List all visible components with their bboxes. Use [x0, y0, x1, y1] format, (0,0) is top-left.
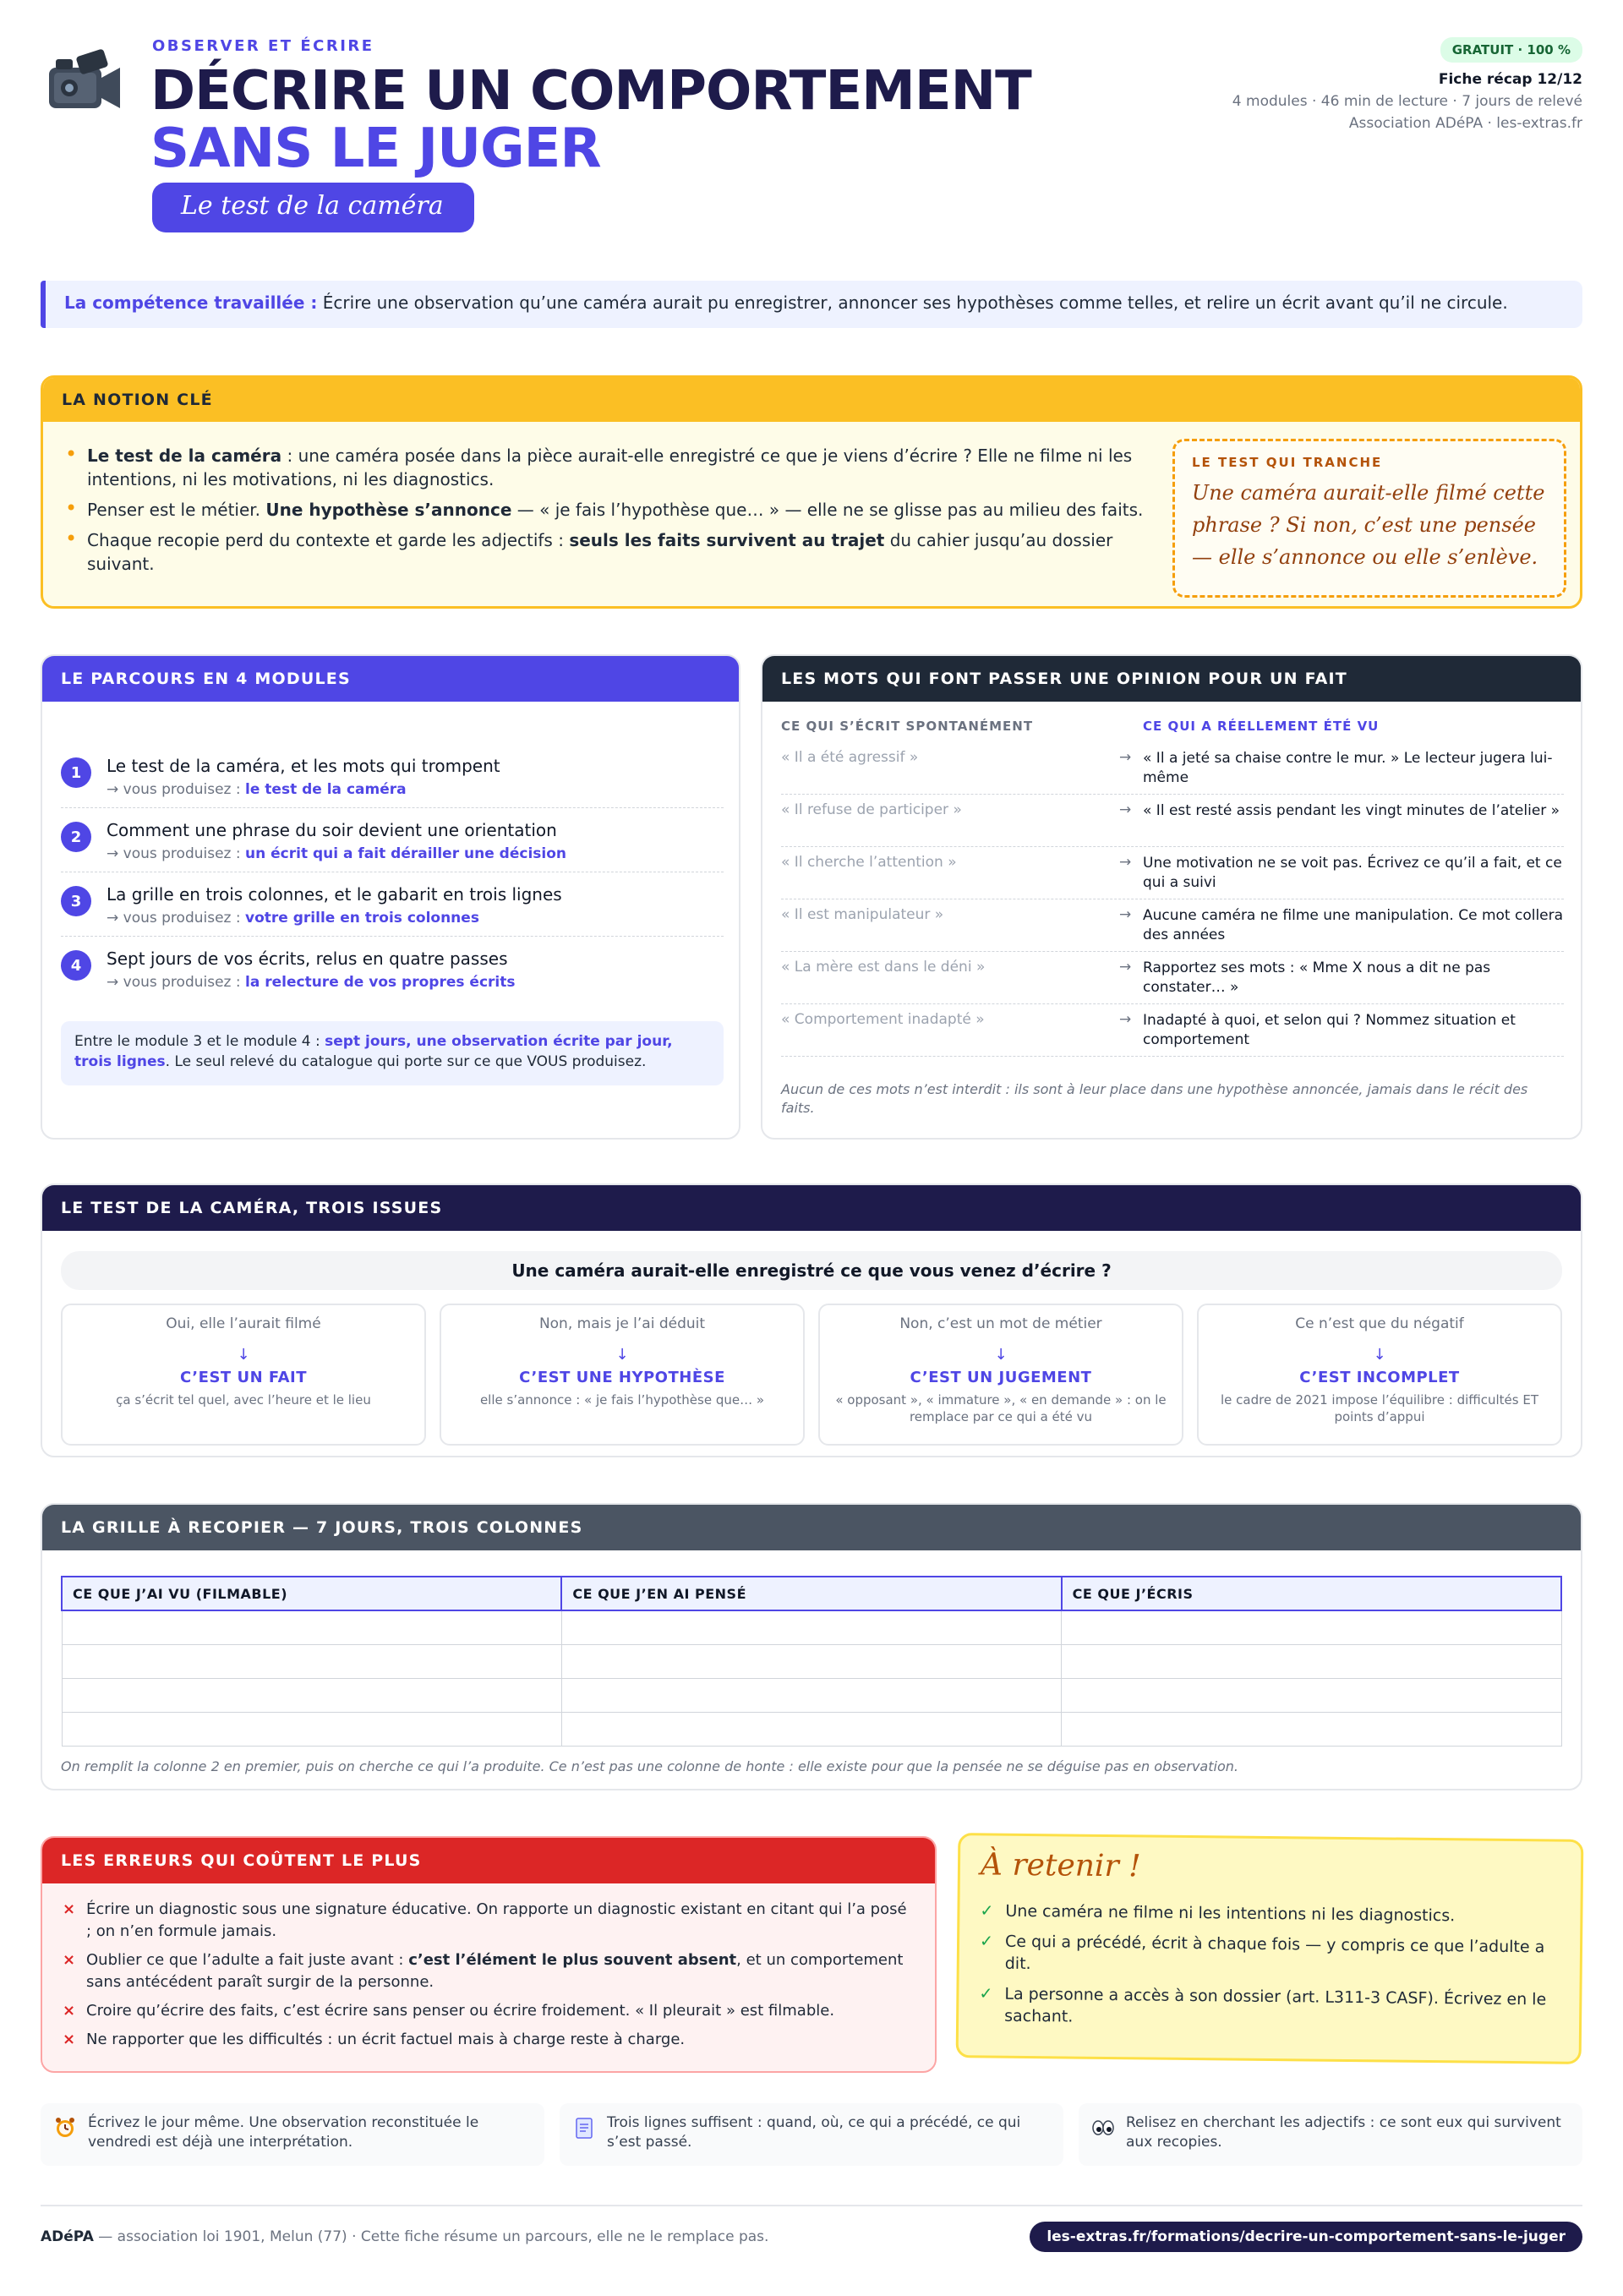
erreur-item: × Croire qu’écrire des faits, c’est écrire sans penser ou écrire froidement. « Il pleurait » est filmable. [63, 2000, 916, 2022]
camera-test-card [41, 1184, 1582, 1457]
free-badge: GRATUIT · 100 % [1440, 37, 1582, 63]
issue-box [61, 1304, 426, 1446]
mots-row [781, 1004, 1564, 1057]
module-item [61, 872, 724, 937]
erreur-item: × Ne rapporter que les difficultés : un écrit factuel mais à charge reste à charge. [63, 2029, 916, 2051]
competence-label: La compétence travaillée : [64, 292, 318, 313]
notion-list [65, 444, 1156, 582]
header [41, 30, 1582, 250]
grille-cell[interactable] [561, 1678, 1061, 1712]
mots-row [781, 742, 1564, 795]
grille-row [62, 1644, 1561, 1678]
eyes-icon [1090, 2115, 1116, 2140]
parcours-card [41, 654, 740, 1140]
grille-cell[interactable] [62, 1678, 561, 1712]
module-item [61, 937, 724, 1001]
word-observed: « Il est resté assis pendant les vingt minutes de l’atelier » [1143, 802, 1560, 819]
grille-cell[interactable] [62, 1712, 561, 1746]
arrow-icon: → [1119, 854, 1132, 871]
grille-cell[interactable] [1062, 1610, 1561, 1644]
header-meta [1232, 37, 1582, 132]
issue-verdict: C’EST INCOMPLET [1299, 1369, 1460, 1386]
grille-col-header: CE QUE J’AI VU (FILMABLE) [62, 1577, 561, 1610]
arrow-icon: → [1119, 959, 1132, 976]
retenir-item: ✓ La personne a accès à son dossier (art. L311-3 CASF). Écrivez en le sachant. [979, 1984, 1547, 2026]
notepad-icon [571, 2115, 597, 2140]
grille-cell[interactable] [1062, 1712, 1561, 1746]
grille-cell[interactable] [561, 1644, 1061, 1678]
grille-card [41, 1503, 1582, 1790]
word-spontaneous: « La mère est dans le déni » [781, 959, 986, 976]
mots-card [761, 654, 1582, 1140]
issue-box [818, 1304, 1183, 1446]
issue-box [440, 1304, 805, 1446]
notion-item: • Le test de la caméra : une caméra posée dans la pièce aurait-elle enregistré ce que je viens d’écrire ? Elle ne filme ni les intentions, ni les motivations, ni les diagnostics. [65, 444, 1156, 491]
arrow-down-icon: ↓ [994, 1346, 1008, 1364]
tranche-box [1172, 439, 1566, 598]
footer-text: ADéPA — association loi 1901, Melun (77) · Cette fiche résume un parcours, elle ne le remplace pas. [41, 2228, 769, 2245]
issue-head: Oui, elle l’aurait filmé [166, 1315, 321, 1332]
page-title-line-1: DÉCRIRE UN COMPORTEMENT [150, 60, 1031, 123]
entre-modules-note: Entre le module 3 et le module 4 : sept jours, une observation écrite par jour, trois lignes. Le seul relevé du catalogue qui porte sur ce que VOUS produisez. [61, 1021, 724, 1085]
grille-cell[interactable] [1062, 1644, 1561, 1678]
issue-verdict: C’EST UNE HYPOTHÈSE [519, 1369, 725, 1386]
grille-footnote: On remplit la colonne 2 en premier, puis on cherche ce qui l’a produite. Ce n’est pas une colonne de honte : elle existe pour que la pensée ne se déguise pas en observation. [61, 1758, 1238, 1774]
page [41, 30, 1582, 2245]
arrow-down-icon: ↓ [237, 1346, 250, 1364]
module-title: Sept jours de vos écrits, relus en quatre passes [107, 948, 508, 969]
arrow-icon: → [1119, 906, 1132, 923]
fiche-number: Fiche récap 12/12 [1438, 71, 1582, 88]
notion-item: • Penser est le métier. Une hypothèse s’annonce — « je fais l’hypothèse que… » — elle ne se glisse pas au milieu des faits. [65, 498, 1156, 522]
retenir-note [956, 1833, 1584, 2064]
notion-item: • Chaque recopie perd du contexte et garde les adjectifs : seuls les faits survivent au trajet du cahier jusqu’au dossier suivant. [65, 528, 1156, 576]
retenir-heading: À retenir ! [980, 1847, 1141, 1884]
issue-verdict: C’EST UN FAIT [179, 1369, 308, 1386]
check-icon: ✓ [979, 1984, 993, 2004]
mots-footnote: Aucun de ces mots n’est interdit : ils sont à leur place dans une hypothèse annoncée, jamais dans le récit des faits. [781, 1081, 1528, 1116]
grille-col-header: CE QUE J’ÉCRIS [1062, 1577, 1561, 1610]
grille-cell[interactable] [561, 1610, 1061, 1644]
issue-head: Non, c’est un mot de métier [899, 1315, 1102, 1332]
mots-row [781, 899, 1564, 952]
mots-row [781, 847, 1564, 899]
cross-icon: × [63, 2031, 76, 2048]
tip-text: Trois lignes suffisent : quand, où, ce qui a précédé, ce qui s’est passé. [607, 2114, 1021, 2151]
word-spontaneous: « Comportement inadapté » [781, 1011, 985, 1028]
footer-url-link[interactable]: les-extras.fr/formations/decrire-un-comportement-sans-le-juger [1030, 2222, 1582, 2252]
check-icon: ✓ [979, 1932, 994, 1951]
retenir-item: ✓ Ce qui a précédé, écrit à chaque fois — y compris ce que l’adulte a dit. [979, 1932, 1545, 1974]
module-item [61, 808, 724, 872]
issue-head: Ce n’est que du négatif [1295, 1315, 1464, 1332]
module-number: 1 [61, 757, 91, 788]
cross-icon: × [63, 1900, 76, 1918]
issue-head: Non, mais je l’ai déduit [538, 1315, 706, 1332]
issue-desc: elle s’annonce : « je fais l’hypothèse que… » [479, 1392, 765, 1408]
issue-desc: le cadre de 2021 impose l’équilibre : difficultés ET points d’appui [1220, 1392, 1539, 1424]
footer [41, 2205, 1582, 2264]
module-number: 4 [61, 950, 91, 981]
retenir-item: ✓ Une caméra ne filme ni les intentions ni les diagnostics. [980, 1901, 1456, 1926]
module-output: → vous produisez : un écrit qui a fait dérailler une décision [107, 845, 567, 862]
module-item [61, 744, 724, 808]
retenir-list [979, 1900, 1564, 2041]
word-spontaneous: « Il a été agressif » [781, 749, 919, 766]
arrow-icon: → [1119, 801, 1132, 818]
tip-box [560, 2103, 1063, 2166]
word-spontaneous: « Il cherche l’attention » [781, 854, 957, 871]
page-title-line-2: SANS LE JUGER [150, 118, 601, 180]
grille-row [62, 1610, 1561, 1644]
notion-card [41, 375, 1582, 609]
grille-header-row [62, 1577, 1561, 1610]
meta-line-2: Association ADéPA · les-extras.fr [1348, 115, 1582, 132]
mots-heading: LES MOTS QUI FONT PASSER UNE OPINION POUR UN FAIT [762, 656, 1581, 702]
word-observed: Inadapté à quoi, et selon qui ? Nommez situation et comportement [1143, 1012, 1516, 1048]
tranche-title: LE TEST QUI TRANCHE [1192, 455, 1383, 470]
grille-cell[interactable] [62, 1610, 561, 1644]
subtitle-pill: Le test de la caméra [152, 183, 474, 232]
arrow-icon: → [1119, 1011, 1132, 1028]
module-number: 3 [61, 886, 91, 916]
mots-col-left: CE QUI S’ÉCRIT SPONTANÉMENT [781, 719, 1034, 734]
module-title: Comment une phrase du soir devient une orientation [107, 820, 557, 840]
meta-line-1: 4 modules · 46 min de lecture · 7 jours de relevé [1232, 93, 1582, 110]
check-icon: ✓ [980, 1901, 994, 1921]
parcours-heading: LE PARCOURS EN 4 MODULES [42, 656, 739, 702]
erreurs-list [63, 1899, 916, 2058]
grille-heading: LA GRILLE À RECOPIER — 7 JOURS, TROIS COLONNES [42, 1505, 1581, 1550]
video-camera-icon [44, 42, 125, 123]
word-observed: Une motivation ne se voit pas. Écrivez ce qu’il a fait, et ce qui a suivi [1143, 855, 1562, 891]
camera-heading: LE TEST DE LA CAMÉRA, TROIS ISSUES [42, 1185, 1581, 1231]
mots-row [781, 795, 1564, 847]
tip-text: Relisez en cherchant les adjectifs : ce sont eux qui survivent aux recopies. [1126, 2114, 1561, 2151]
grille-cell[interactable] [561, 1712, 1061, 1746]
cross-icon: × [63, 2002, 76, 2020]
issue-desc: « opposant », « immature », « en demande » : on le remplace par ce qui a été vu [835, 1392, 1167, 1424]
cross-icon: × [63, 1951, 76, 1969]
competence-text: Écrire une observation qu’une caméra aurait pu enregistrer, annoncer ses hypothèses comme telles, et relire un écrit avant qu’il ne circule. [317, 292, 1508, 313]
grille-cell[interactable] [62, 1644, 561, 1678]
tip-box [1079, 2103, 1582, 2166]
competence-bar [41, 281, 1582, 328]
grille-cell[interactable] [1062, 1678, 1561, 1712]
footer-org: ADéPA [41, 2228, 94, 2245]
erreur-item: × Oublier ce que l’adulte a fait juste avant : c’est l’élément le plus souvent absent, et un comportement sans antécédent paraît surgir de la personne. [63, 1951, 904, 1991]
tranche-quote: Une caméra aurait-elle filmé cette phrase ? Si non, c’est une pensée — elle s’annonce ou elle s’enlève. [1192, 481, 1545, 569]
arrow-down-icon: ↓ [615, 1346, 629, 1364]
issue-verdict: C’EST UN JUGEMENT [910, 1369, 1092, 1386]
module-title: La grille en trois colonnes, et le gabarit en trois lignes [107, 884, 562, 905]
word-spontaneous: « Il refuse de participer » [781, 801, 962, 818]
issue-desc: ça s’écrit tel quel, avec l’heure et le lieu [116, 1392, 371, 1408]
word-spontaneous: « Il est manipulateur » [781, 906, 944, 923]
word-observed: Aucune caméra ne filme une manipulation. Ce mot collera des années [1143, 907, 1564, 943]
erreurs-card [41, 1836, 937, 2073]
issue-box [1197, 1304, 1562, 1446]
module-output: → vous produisez : le test de la caméra [107, 781, 407, 798]
module-output: → vous produisez : la relecture de vos propres écrits [107, 974, 516, 991]
grille-row [62, 1678, 1561, 1712]
grille-table [61, 1576, 1562, 1747]
mots-col-right: CE QUI A RÉELLEMENT ÉTÉ VU [1143, 719, 1380, 734]
module-number: 2 [61, 822, 91, 852]
mots-row [781, 952, 1564, 1004]
alarm-clock-icon [52, 2115, 78, 2140]
arrow-down-icon: ↓ [1373, 1346, 1386, 1364]
tip-text: Écrivez le jour même. Une observation reconstituée le vendredi est déjà une interprétation. [88, 2114, 479, 2151]
module-output: → vous produisez : votre grille en trois colonnes [107, 910, 479, 927]
grille-row [62, 1712, 1561, 1746]
word-observed: Rapportez ses mots : « Mme X nous a dit ne pas constater… » [1143, 959, 1491, 996]
erreurs-heading: LES ERREURS QUI COÛTENT LE PLUS [42, 1838, 935, 1883]
erreur-item: × Écrire un diagnostic sous une signature éducative. On rapporte un diagnostic existant en citant qui l’a posé ; on n’en formule jamais. [63, 1900, 907, 1940]
module-title: Le test de la caméra, et les mots qui trompent [107, 756, 500, 776]
tip-box [41, 2103, 544, 2166]
arrow-icon: → [1119, 749, 1132, 766]
camera-question: Une caméra aurait-elle enregistré ce que vous venez d’écrire ? [61, 1251, 1562, 1290]
word-observed: « Il a jeté sa chaise contre le mur. » Le lecteur jugera lui-même [1143, 750, 1553, 786]
eyebrow: OBSERVER ET ÉCRIRE [152, 37, 374, 55]
notion-heading: LA NOTION CLÉ [43, 378, 1580, 422]
grille-col-header: CE QUE J’EN AI PENSÉ [561, 1577, 1061, 1610]
